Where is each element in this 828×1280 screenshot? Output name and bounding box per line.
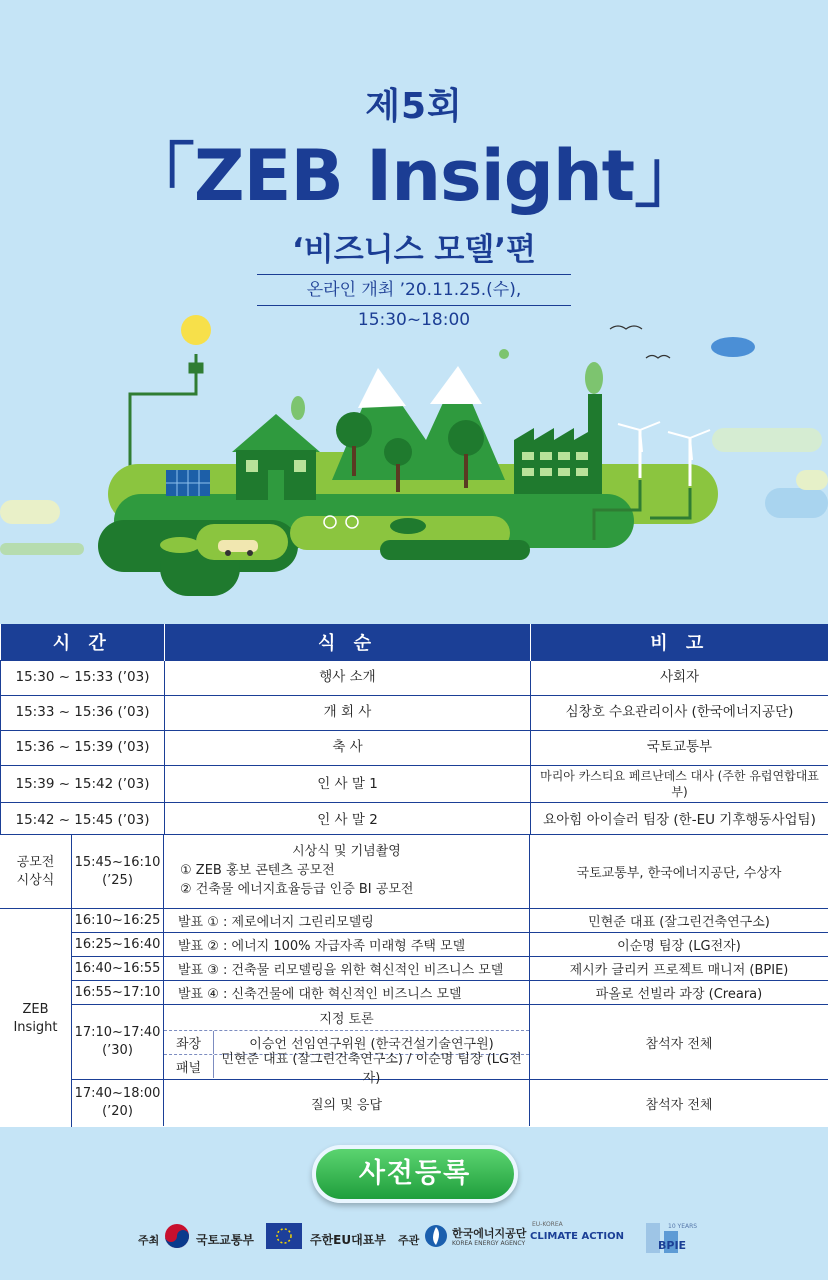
time-cell: 16:10~16:25 xyxy=(72,909,164,932)
time-cell: 16:40~16:55 xyxy=(72,957,164,980)
note-cell: 국토교통부 xyxy=(531,730,828,765)
green-city-illustration xyxy=(0,300,828,622)
host-org-2: 주한EU대표부 xyxy=(310,1233,386,1247)
program-cell: 행사 소개 xyxy=(165,660,531,695)
note-cell: 사회자 xyxy=(531,660,828,695)
sponsor-logos xyxy=(0,1219,828,1259)
program-cell: 발표 ④ : 신축건물에 대한 혁신적인 비즈니스 모델 xyxy=(164,981,530,1004)
time-cell: 16:55~17:10 xyxy=(72,981,164,1004)
org-3: BPIE xyxy=(658,1239,687,1252)
org-1: 한국에너지공단 xyxy=(452,1227,527,1240)
program-cell: 인 사 말 1 xyxy=(165,765,531,802)
time-cell: 15:30 ~ 15:33 (’03) xyxy=(1,660,165,695)
note-cell: 마리아 카스티요 페르난데스 대사 (주한 유럽연합대표부) xyxy=(531,765,828,802)
award-program-title: 시상식 및 기념촬영 xyxy=(292,844,401,859)
org-3-years: 10 YEARS xyxy=(668,1223,698,1230)
zeb-section-label: ZEB Insight xyxy=(0,909,72,1128)
time-cell: 15:39 ~ 15:42 (’03) xyxy=(1,765,165,802)
time-cell: 15:33 ~ 15:36 (’03) xyxy=(1,695,165,730)
note-cell: 심창호 수요관리이사 (한국에너지공단) xyxy=(531,695,828,730)
note-cell: 참석자 전체 xyxy=(645,1036,713,1052)
note-cell: 파올로 선빌라 과장 (Creara) xyxy=(595,987,763,1002)
note-cell: 제시카 글리커 프로젝트 매니저 (BPIE) xyxy=(569,963,789,978)
schedule-table xyxy=(0,624,828,838)
time-cell: 17:40~18:00 (’20) xyxy=(72,1080,164,1126)
program-cell: 발표 ① : 제로에너지 그린리모델링 xyxy=(164,909,530,932)
table-row xyxy=(1,695,828,730)
time-cell: 15:42 ~ 15:45 (’03) xyxy=(1,802,165,837)
table-row xyxy=(1,802,828,837)
note-cell: 민현준 대표 (잘그린건축연구소) xyxy=(588,915,770,930)
program-cell: 축 사 xyxy=(165,730,531,765)
discussion-panel-row xyxy=(164,1051,529,1086)
award-item: ② 건축물 에너지효율등급 인증 BI 공모전 xyxy=(180,881,414,897)
table-row xyxy=(72,1080,828,1126)
sun-icon xyxy=(181,315,211,345)
table-row xyxy=(1,660,828,695)
register-button[interactable]: 사전등록 xyxy=(312,1145,518,1203)
table-row xyxy=(72,957,828,981)
note-cell: 참석자 전체 xyxy=(645,1097,713,1113)
program-cell: 인 사 말 2 xyxy=(165,802,531,837)
award-time: 15:45~16:10 (’25) xyxy=(72,835,164,909)
table-row xyxy=(72,981,828,1005)
header-note: 비 고 xyxy=(531,624,828,660)
panel-names: 민현준 대표 (잘그린건축연구소) / 이순명 팀장 (LG전자) xyxy=(221,1051,522,1086)
time-cell: 17:10~17:40 (’30) xyxy=(72,1005,164,1079)
header-program: 식 순 xyxy=(165,624,531,660)
cloud-icon xyxy=(711,337,755,357)
table-row xyxy=(1,765,828,802)
org-1-english: KOREA ENERGY AGENCY xyxy=(452,1240,526,1247)
butterfly-icon xyxy=(499,349,509,359)
event-dateline: 온라인 개최 ’20.11.25.(수), 15:30~18:00 xyxy=(257,274,571,306)
panel-label: 패널 xyxy=(164,1055,214,1078)
org-2: CLIMATE ACTION xyxy=(530,1231,624,1242)
time-cell: 16:25~16:40 xyxy=(72,933,164,956)
hero-banner xyxy=(0,0,828,622)
table-row xyxy=(72,933,828,957)
event-title: 「ZEB Insight」 xyxy=(124,135,704,217)
house-icon xyxy=(232,414,320,452)
discussion-row xyxy=(72,1005,828,1086)
host-org-1: 국토교통부 xyxy=(196,1233,254,1247)
header-time: 시 간 xyxy=(1,624,165,660)
award-section-label: 공모전 시상식 xyxy=(0,835,72,909)
program-cell: 질의 및 응답 xyxy=(164,1080,530,1126)
event-subtitle: ‘비즈니스 모델’편 xyxy=(292,232,536,268)
cloud-shape xyxy=(712,428,822,452)
schedule-lower xyxy=(0,834,828,1127)
footer xyxy=(0,1127,828,1280)
note-cell: 이순명 팀장 (LG전자) xyxy=(617,939,741,954)
table-row xyxy=(72,909,828,933)
discussion-title: 지정 토론 xyxy=(319,1012,374,1027)
energy-agency-icon xyxy=(424,1223,448,1249)
factory-icon xyxy=(514,394,602,494)
note-cell: 요아힘 아이슬러 팀장 (한-EU 기후행동사업팀) xyxy=(531,802,828,837)
program-cell: 발표 ② : 에너지 100% 자급자족 미래형 주택 모델 xyxy=(164,933,530,956)
org-2-prefix: EU-KOREA xyxy=(532,1221,563,1228)
bird-icon xyxy=(610,326,642,329)
award-program xyxy=(164,835,530,909)
award-note: 국토교통부, 한국에너지공단, 수상자 xyxy=(530,835,828,909)
host-label: 주최 xyxy=(138,1234,160,1247)
chair-label: 좌장 xyxy=(164,1031,214,1054)
time-cell: 15:36 ~ 15:39 (’03) xyxy=(1,730,165,765)
award-item: ① ZEB 홍보 콘텐츠 공모전 xyxy=(180,862,335,878)
car-icon xyxy=(218,540,258,552)
eu-flag-icon xyxy=(266,1223,302,1249)
taegeuk-icon xyxy=(164,1223,190,1249)
schedule-header-row xyxy=(1,624,828,660)
table-row xyxy=(1,730,828,765)
edition-label: 제5회 xyxy=(365,86,463,127)
program-cell: 발표 ③ : 건축물 리모델링을 위한 혁신적인 비즈니스 모델 xyxy=(164,957,530,980)
program-cell: 개 회 사 xyxy=(165,695,531,730)
chair-name: 이승언 선임연구위원 (한국건설기술연구원) xyxy=(249,1037,494,1052)
organizer-label: 주관 xyxy=(398,1234,420,1247)
